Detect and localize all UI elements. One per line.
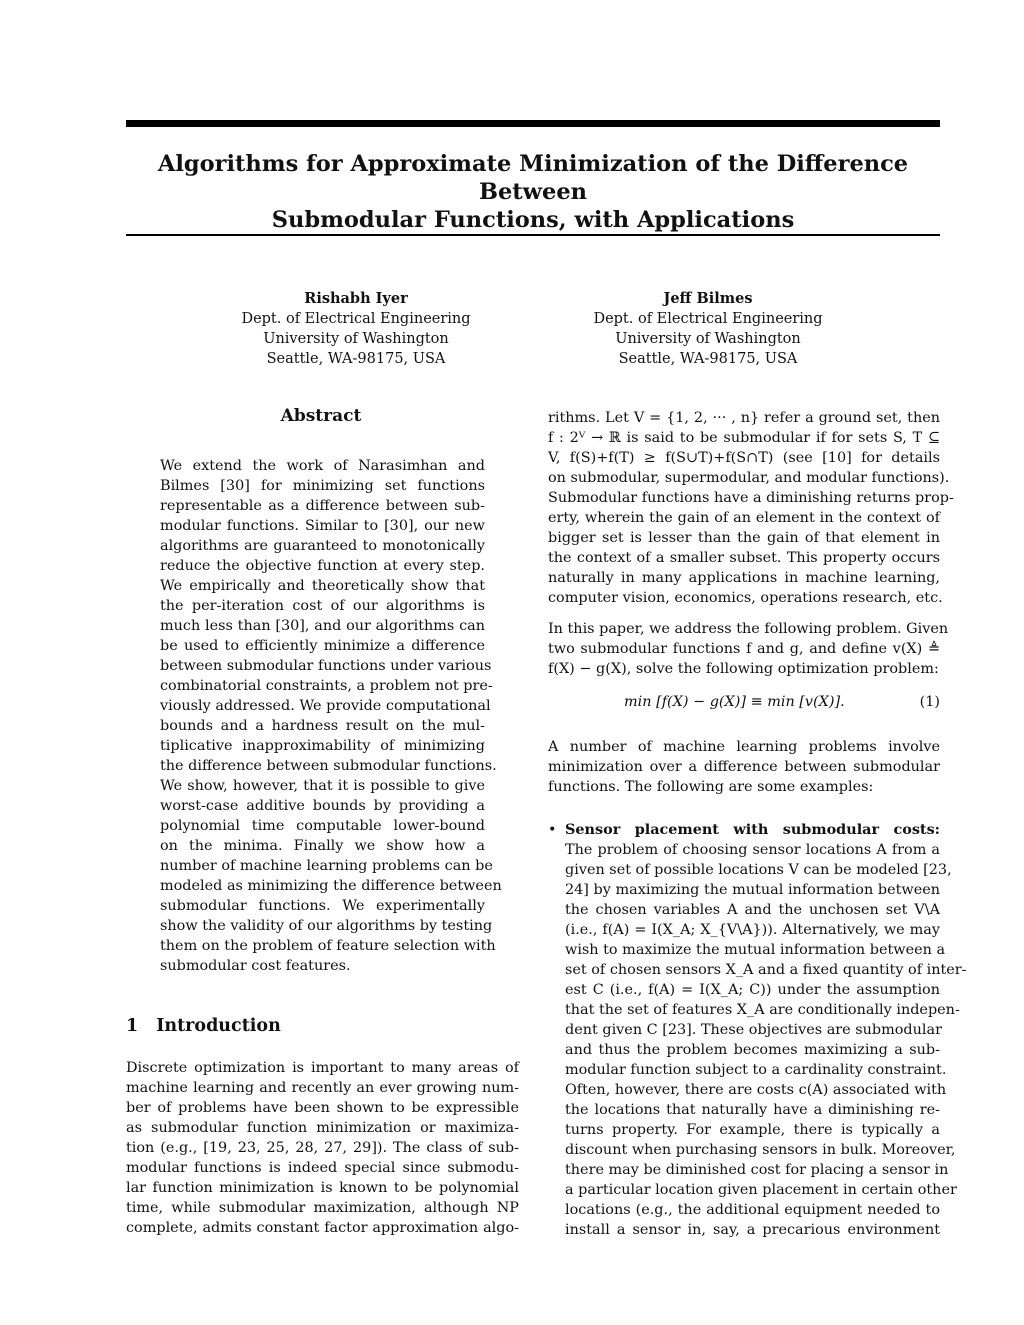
- bullet-line: and thus the problem becomes maximizing a sub-: [565, 1042, 940, 1058]
- abstract-line: submodular functions. We experimentally: [160, 898, 485, 914]
- abstract-line: on the minima. Finally we show how a: [160, 838, 485, 854]
- body-line: A number of machine learning problems involve: [548, 739, 940, 755]
- author-name: Jeff Bilmes: [663, 290, 753, 307]
- author-address: Seattle, WA-98175, USA: [618, 351, 798, 367]
- bullet-icon: •: [548, 822, 557, 838]
- body-line: the context of a smaller subset. This property occurs: [548, 550, 940, 566]
- abstract-line: the difference between submodular functions.: [160, 758, 497, 774]
- bullet-line: install a sensor in, say, a precarious environment: [565, 1222, 940, 1238]
- author-name: Rishabh Iyer: [304, 290, 408, 307]
- abstract-line: polynomial time computable lower-bound: [160, 818, 485, 834]
- abstract-line: reduce the objective function at every step.: [160, 558, 485, 574]
- abstract-line: be used to efficiently minimize a difference: [160, 638, 485, 654]
- body-line: minimization over a difference between submodular: [548, 759, 940, 775]
- body-line: rithms. Let V = {1, 2, ··· , n} refer a ground set, then: [548, 410, 940, 426]
- abstract-line: much less than [30], and our algorithms can: [160, 618, 485, 634]
- body-line: Submodular functions have a diminishing returns prop-: [548, 490, 954, 506]
- bullet-line: est C (i.e., f(A) = I(X_A; C)) under the assumption: [565, 982, 940, 998]
- intro-line: complete, admits constant factor approximation algo-: [126, 1220, 519, 1236]
- bullet-line: Often, however, there are costs c(A) associated with: [565, 1082, 947, 1098]
- bullet-line: locations (e.g., the additional equipment needed to: [565, 1202, 940, 1218]
- intro-line: ber of problems have been shown to be expressible: [126, 1100, 519, 1116]
- abstract-line: tiplicative inapproximability of minimizing: [160, 738, 485, 754]
- abstract-body: [160, 456, 502, 976]
- body-line: f(X) − g(X), solve the following optimization problem:: [548, 661, 939, 677]
- equation-body: min [f(X) − g(X)] ≡ min [v(X)].: [624, 694, 845, 710]
- bullet-line: given set of possible locations V can be modeled [23,: [565, 862, 952, 878]
- equation-1: [548, 692, 940, 726]
- abstract-line: number of machine learning problems can be: [160, 858, 493, 874]
- abstract-line: Bilmes [30] for minimizing set functions: [160, 478, 485, 494]
- author-univ: University of Washington: [615, 331, 801, 347]
- bullet-line: turns property. For example, there is typically a: [565, 1122, 940, 1138]
- section-title: Introduction: [156, 1016, 281, 1036]
- abstract-heading: Abstract: [280, 406, 362, 426]
- intro-line: as submodular function minimization or maximiza-: [126, 1120, 519, 1136]
- right-paragraph-3: [548, 737, 940, 797]
- intro-paragraph: [126, 1058, 519, 1238]
- body-line: naturally in many applications in machine learning,: [548, 570, 940, 586]
- intro-line: time, while submodular maximization, although NP: [126, 1200, 519, 1216]
- title-rule: [126, 234, 940, 236]
- abstract-line: submodular cost features.: [160, 958, 351, 974]
- body-line: bigger set is lesser than the gain of that element in: [548, 530, 940, 546]
- body-line: erty, wherein the gain of an element in the context of: [548, 510, 940, 526]
- intro-line: tion (e.g., [19, 23, 25, 28, 27, 29]). The class of sub-: [126, 1140, 519, 1156]
- bullet-line: a particular location given placement in certain other: [565, 1182, 957, 1198]
- abstract-line: show the validity of our algorithms by testing: [160, 918, 493, 934]
- intro-line: lar function minimization is known to be polynomial: [126, 1180, 519, 1196]
- abstract-line: modular functions. Similar to [30], our new: [160, 518, 485, 534]
- body-line: functions. The following are some examples:: [548, 779, 874, 795]
- body-line: on submodular, supermodular, and modular functions).: [548, 470, 950, 486]
- title-line: Algorithms for Approximate Minimization of the Difference Between: [157, 151, 909, 205]
- right-paragraph-2: [548, 619, 949, 679]
- abstract-line: worst-case additive bounds by providing a: [160, 798, 485, 814]
- abstract-line: bounds and a hardness result on the mul-: [160, 718, 485, 734]
- abstract-line: the per-iteration cost of our algorithms is: [160, 598, 485, 614]
- intro-line: Discrete optimization is important to many areas of: [126, 1060, 519, 1076]
- abstract-line: between submodular functions under various: [160, 658, 492, 674]
- paper-title: [126, 150, 940, 234]
- intro-line: modular functions is indeed special since submodu-: [126, 1160, 519, 1176]
- abstract-line: We empirically and theoretically show that: [160, 578, 485, 594]
- bullet-line: discount when purchasing sensors in bulk. Moreover,: [565, 1142, 956, 1158]
- intro-line: machine learning and recently an ever growing num-: [126, 1080, 519, 1096]
- title-line: Submodular Functions, with Applications: [271, 207, 795, 233]
- abstract-line: modeled as minimizing the difference between: [160, 878, 502, 894]
- bullet-line: wish to maximize the mutual information between a: [565, 942, 946, 958]
- author-block: [558, 289, 858, 369]
- equation-number: (1): [919, 694, 940, 710]
- section-heading: [126, 1016, 281, 1036]
- author-dept: Dept. of Electrical Engineering: [593, 311, 823, 327]
- section-number: 1: [126, 1016, 139, 1036]
- author-dept: Dept. of Electrical Engineering: [241, 311, 471, 327]
- abstract-line: We show, however, that it is possible to give: [160, 778, 485, 794]
- abstract-line: them on the problem of feature selection with: [160, 938, 496, 954]
- bullet-line: (i.e., f(A) = I(X_A; X_{V\A})). Alternatively, we may: [565, 922, 940, 938]
- body-line: computer vision, economics, operations research, etc.: [548, 590, 943, 606]
- bullet-text: [565, 820, 967, 1240]
- author-block: [206, 289, 506, 369]
- bullet-line: that the set of features X_A are conditionally indepen-: [565, 1002, 960, 1018]
- body-line: In this paper, we address the following problem. Given: [548, 621, 949, 637]
- author-univ: University of Washington: [263, 331, 449, 347]
- bullet-line: the locations that naturally have a diminishing re-: [565, 1102, 940, 1118]
- abstract-line: combinatorial constraints, a problem not pre-: [160, 678, 493, 694]
- body-line: two submodular functions f and g, and define v(X) ≜: [548, 641, 940, 657]
- bullet-line: modular function subject to a cardinality constraint.: [565, 1062, 947, 1078]
- right-paragraph-1: [548, 408, 954, 608]
- top-rule: [126, 120, 940, 127]
- bullet-heading: Sensor placement with submodular costs:: [565, 821, 940, 838]
- abstract-line: We extend the work of Narasimhan and: [160, 458, 485, 474]
- body-line: f : 2ⱽ → ℝ is said to be submodular if for sets S, T ⊆: [548, 430, 940, 446]
- abstract-line: representable as a difference between sub-: [160, 498, 485, 514]
- abstract-line: viously addressed. We provide computational: [160, 698, 491, 714]
- bullet-line: dent given C [23]. These objectives are submodular: [565, 1022, 942, 1038]
- abstract-line: algorithms are guaranteed to monotonically: [160, 538, 485, 554]
- bullet-line: set of chosen sensors X_A and a fixed quantity of inter-: [565, 962, 967, 978]
- bullet-line: there may be diminished cost for placing a sensor in: [565, 1162, 949, 1178]
- bullet-line: The problem of choosing sensor locations A from a: [565, 842, 940, 858]
- bullet-line: 24] by maximizing the mutual information between: [565, 882, 940, 898]
- body-line: V, f(S)+f(T) ≥ f(S∪T)+f(S∩T) (see [10] for details: [548, 450, 940, 466]
- bullet-line: the chosen variables A and the unchosen set V\A: [565, 902, 940, 918]
- author-address: Seattle, WA-98175, USA: [266, 351, 446, 367]
